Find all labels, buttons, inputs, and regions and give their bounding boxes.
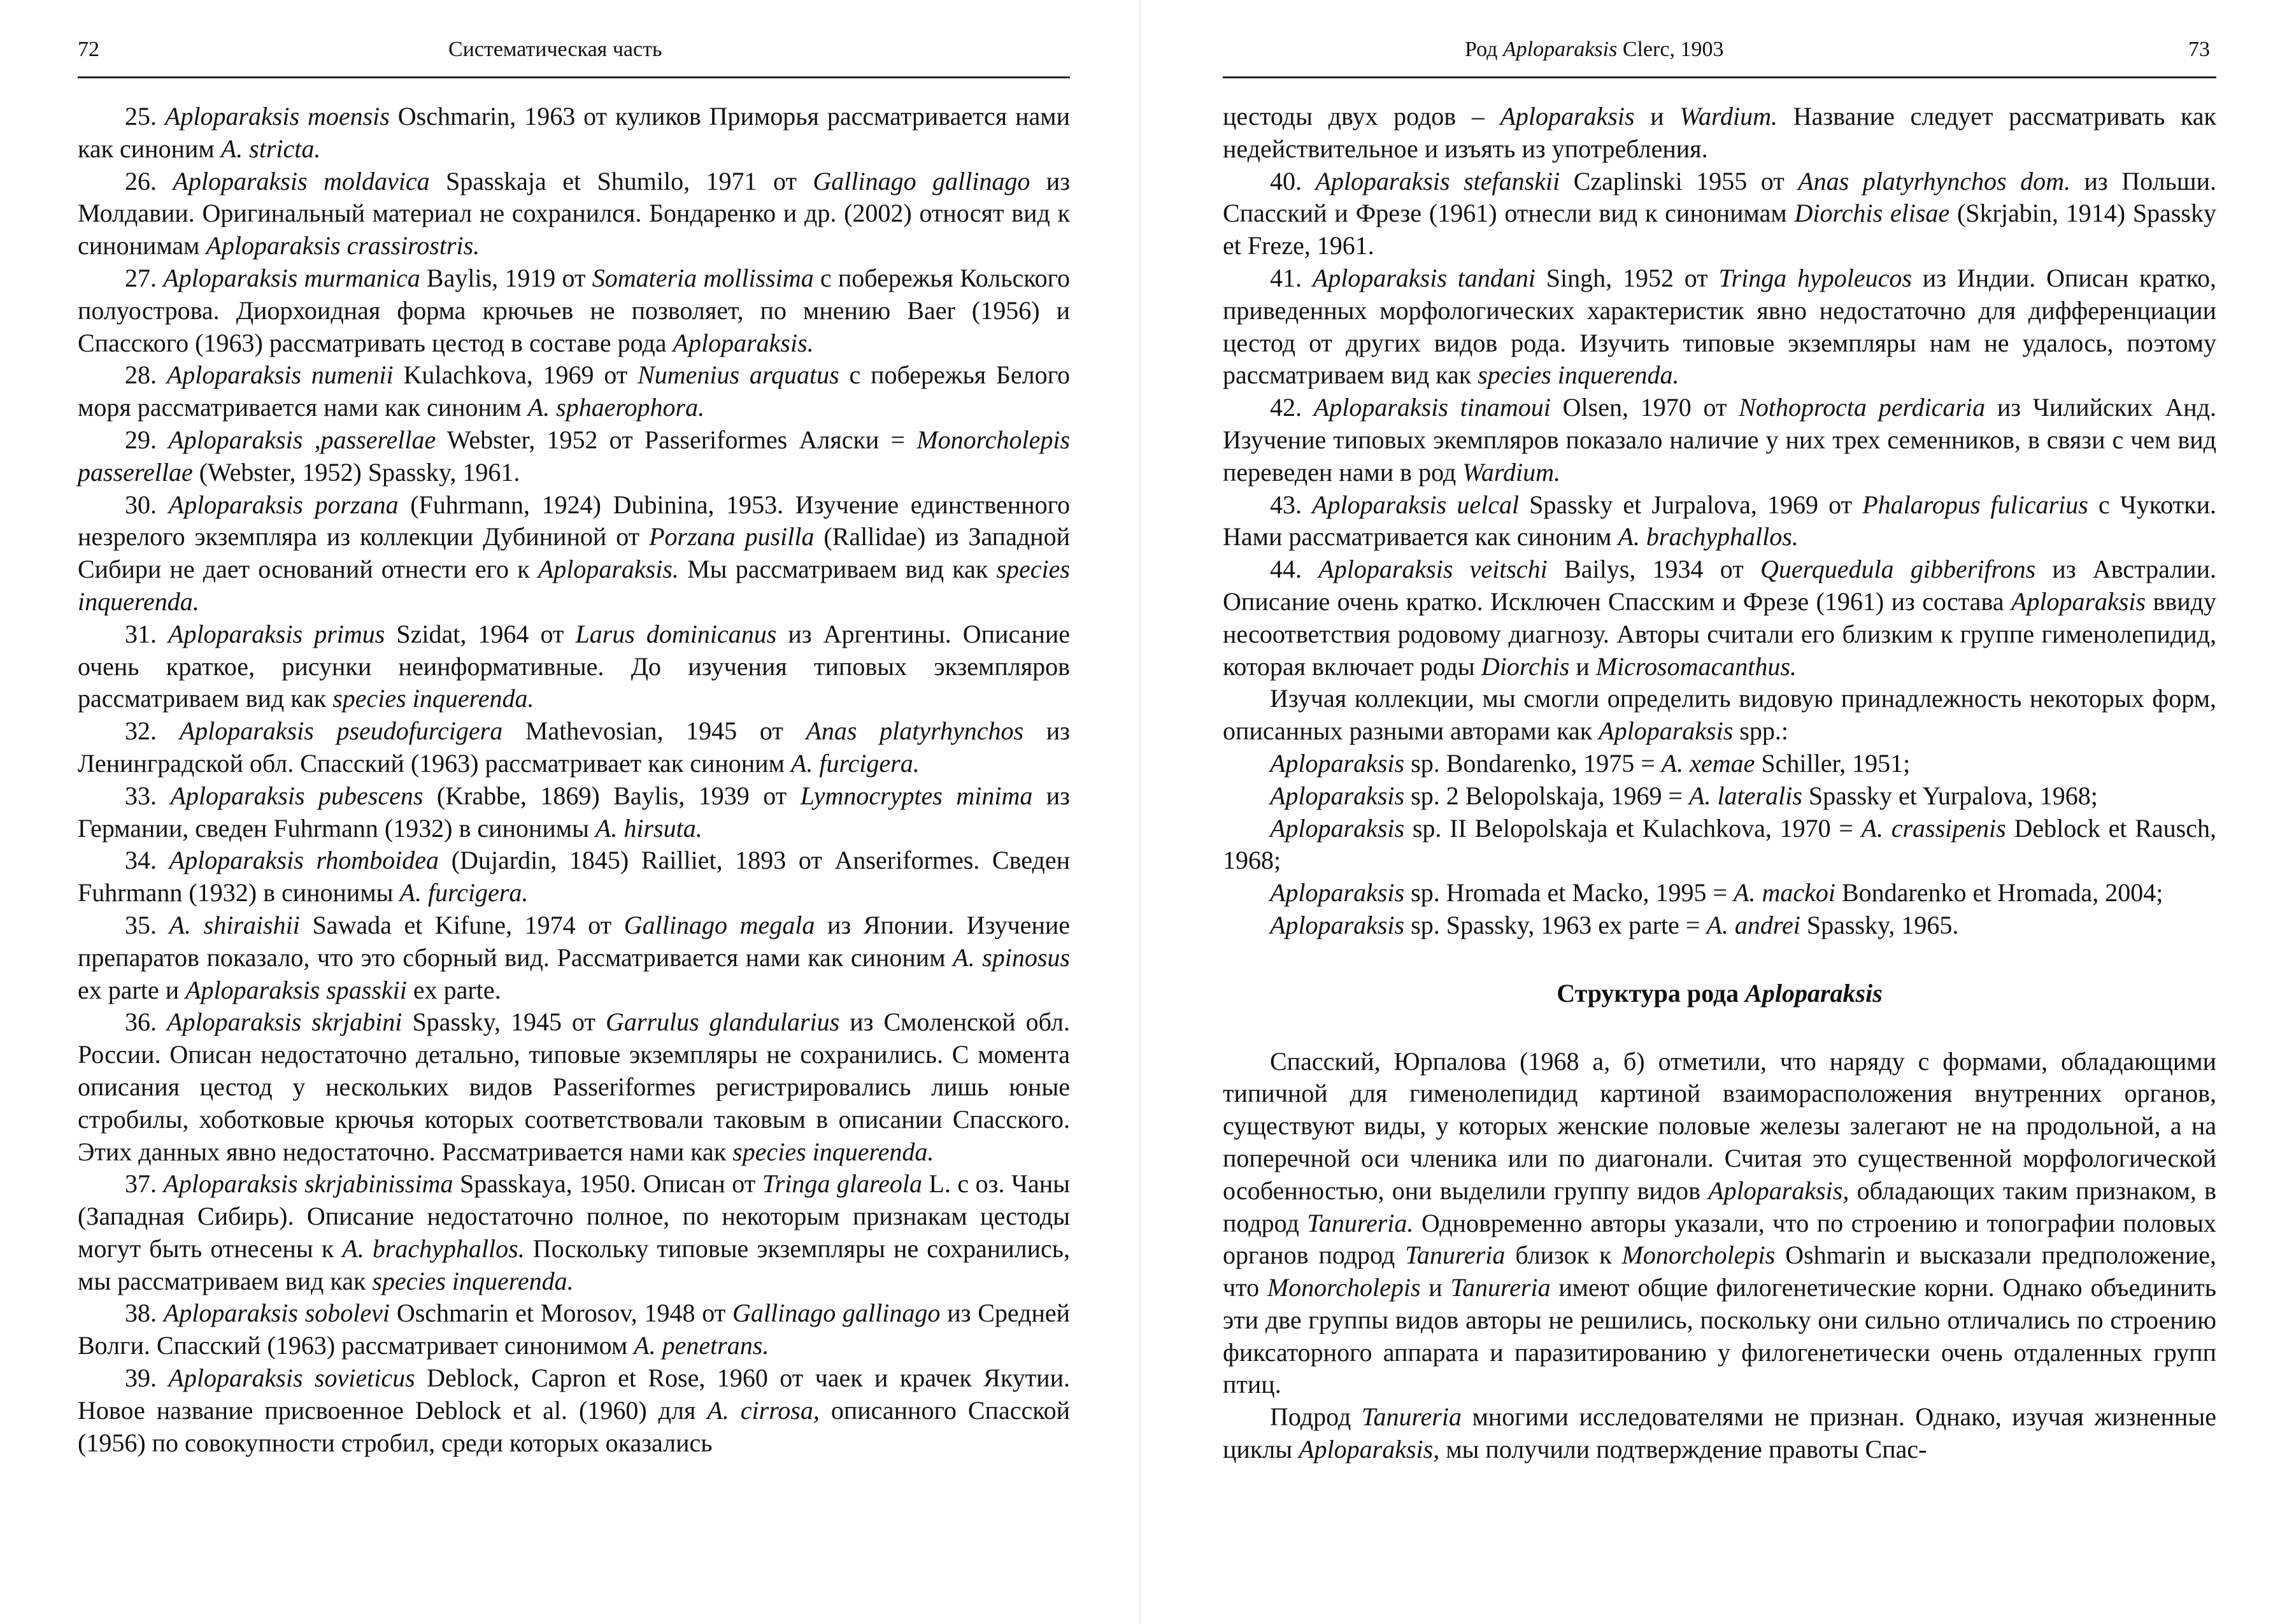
- italic-run: Tringa hypoleucos: [1718, 263, 1912, 292]
- text-run: из Японии. Изучение препаратов показало, что это сборный вид. Рассматривается нами как синоним: [78, 910, 1071, 972]
- right-page-text: [1223, 101, 2216, 1466]
- italic-run: Tanureria: [1405, 1241, 1506, 1270]
- italic-run: A. furcigera.: [399, 878, 529, 908]
- text-run: 44.: [1270, 555, 1319, 584]
- text-run: Sawada et Kifune, 1974 от: [299, 910, 624, 939]
- italic-run: Wardium.: [1679, 102, 1778, 131]
- italic-run: A. furcigera.: [790, 748, 920, 778]
- italic-run: Garrulus glandularius: [606, 1008, 840, 1037]
- text-run: 29.: [125, 425, 169, 454]
- right-page-header: [1223, 37, 2216, 82]
- italic-run: Larus dominicanus: [575, 619, 777, 648]
- italic-run: Aploparaksis: [1270, 748, 1405, 778]
- text-run: 41.: [1270, 263, 1313, 292]
- text-run: Oschmarin et Morosov, 1948 от: [390, 1299, 733, 1328]
- paragraph: [78, 489, 1070, 618]
- paragraph: [1223, 877, 2216, 909]
- italic-run: A. mackoi: [1734, 878, 1835, 908]
- text-run: с Чукотки. Нами рассматривается как синоним: [1223, 490, 2217, 552]
- italic-run: Monorcholepis passerellae: [78, 425, 1071, 487]
- italic-run: Anas platyrhynchos: [806, 716, 1024, 746]
- text-run: Oshmarin и высказали предположение, что: [1223, 1241, 2217, 1302]
- italic-run: Aploparaksis: [1745, 978, 1883, 1008]
- text-run: 35.: [125, 910, 169, 939]
- text-run: (Rallidae) из Западной Сибири не дает оснований отнести его к: [78, 522, 1070, 584]
- text-run: многими исследователями не признан. Однако, изучая жизненные циклы: [1223, 1402, 2216, 1464]
- italic-run: A. penetrans.: [634, 1331, 769, 1360]
- italic-run: Querquedula gibberifrons: [1760, 555, 2036, 584]
- text-run: 32.: [125, 716, 180, 746]
- right-page: [1140, 0, 2280, 1624]
- text-run: Oschmarin, 1963 от куликов Приморья рассматривается нами как синоним: [78, 102, 1071, 163]
- italic-run: Aploparaksis: [1500, 102, 1635, 131]
- text-run: spp.:: [1733, 716, 1788, 746]
- text-run: (Krabbe, 1869) Baylis, 1939 от: [423, 781, 801, 810]
- text-run: Czaplinski 1955 от: [1560, 166, 1799, 196]
- italic-run: A. lateralis: [1689, 781, 1802, 810]
- text-run: 38.: [125, 1299, 164, 1328]
- italic-run: Aploparaksis pseudofurcigera: [179, 716, 503, 746]
- paragraph: [78, 262, 1070, 359]
- text-run: из Индии. Описан кратко, приведенных морфологических характеристик явно недостаточно для дифференциации цестод от других видов рода. Изучить типовые экземпляры нам не удалось, поэтому рассматриваем вид как: [1223, 263, 2217, 390]
- italic-run: species inquerenda.: [732, 1137, 934, 1166]
- italic-run: Aploparaksis tinamoui: [1313, 393, 1551, 422]
- italic-run: Aploparaksis numenii: [166, 360, 394, 390]
- left-page-number: 72: [78, 38, 99, 61]
- text-run: sp. 2 Belopolskaja, 1969 =: [1404, 781, 1690, 810]
- paragraph: [1223, 683, 2216, 748]
- italic-run: Aploparaksis tandani: [1312, 263, 1535, 292]
- italic-run: Aploparaksis: [2011, 587, 2146, 616]
- italic-run: A. brachyphallos.: [342, 1234, 525, 1263]
- italic-run: Aploparaksis spasskii: [185, 975, 407, 1004]
- text-run: Mathevosian, 1945 от: [502, 716, 806, 746]
- text-run: Структура рода: [1557, 978, 1746, 1008]
- text-run: sp. Bondarenko, 1975 =: [1404, 748, 1662, 778]
- text-run: Bailys, 1934 от: [1547, 555, 1760, 584]
- text-run: Bondarenko et Hromada, 2004;: [1835, 878, 2163, 908]
- text-run: Название следует рассматривать как недействительное и изъять из употребления.: [1223, 102, 2216, 163]
- left-page-text: [78, 101, 1070, 1459]
- italic-run: Aploparaksis: [1270, 781, 1405, 810]
- text-run: с побережья Кольского полуострова. Диорхоидная форма крючьев не позволяет, по мнению Baer (1956) и Спасского (1963) рассматривать цестод в составе рода: [78, 263, 1071, 357]
- text-run: близок к: [1505, 1241, 1622, 1270]
- text-run: Род: [1465, 38, 1503, 61]
- italic-run: A. cirrosa,: [707, 1395, 820, 1425]
- right-page-number: 73: [2188, 38, 2210, 61]
- italic-run: Anas platyrhynchos dom.: [1798, 166, 2071, 196]
- text-run: L. с оз. Чаны (Западная Сибирь). Описание недостаточно полное, по некоторым признакам цестоды могут быть отнесены к: [78, 1169, 1070, 1263]
- text-run: Одновременно авторы указали, что по строению и топографии половых органов подрод: [1223, 1208, 2216, 1270]
- paragraph: [78, 1362, 1070, 1459]
- italic-run: Aploparaksis porzana: [168, 490, 399, 519]
- italic-run: Aploparaksis pubescens: [170, 781, 424, 810]
- italic-run: Aploparaksis veitschi: [1318, 555, 1548, 584]
- italic-run: Wardium.: [1462, 457, 1561, 487]
- paragraph: [1223, 780, 2216, 813]
- paragraph: [78, 166, 1070, 262]
- text-run: (Webster, 1952) Spassky, 1961.: [192, 457, 520, 487]
- italic-run: Aploparaksis ,passerellae: [168, 425, 436, 454]
- italic-run: Aploparaksis: [1270, 813, 1405, 843]
- right-running-head: [1465, 37, 1723, 62]
- text-run: обладающих таким признаком, в подрод: [1223, 1176, 2216, 1237]
- italic-run: species inquerenda.: [372, 1266, 574, 1295]
- italic-run: Aploparaksis sovieticus: [168, 1364, 415, 1393]
- italic-run: A. hirsuta.: [595, 813, 702, 843]
- text-run: 42.: [1270, 393, 1314, 422]
- paragraph: [1223, 1401, 2216, 1466]
- italic-run: Aploparaksis crassirostris.: [206, 231, 480, 260]
- italic-run: Aploparaksis skrjabinissima: [163, 1169, 453, 1199]
- left-header-rule: [78, 76, 1070, 78]
- text-run: (Fuhrmann, 1924) Dubinina, 1953. Изучение единственного незрелого экземпляра из коллекции Дубининой от: [78, 490, 1071, 552]
- text-run: Spassky et Jurpalova, 1969 от: [1519, 490, 1863, 519]
- paragraph: [1223, 909, 2216, 942]
- paragraph: [78, 780, 1070, 845]
- text-run: ex parte и: [78, 975, 186, 1004]
- text-run: и: [1634, 102, 1680, 131]
- italic-run: Tanureria: [1450, 1273, 1551, 1302]
- text-run: мы получили подтверждение правоты Спас-: [1439, 1435, 1927, 1464]
- text-run: sp. Spassky, 1963 ex parte =: [1404, 910, 1707, 939]
- italic-run: Monorcholepis: [1621, 1241, 1776, 1270]
- italic-run: Phalaropus fulicarius: [1862, 490, 2088, 519]
- paragraph: [1223, 813, 2216, 878]
- paragraph: [1223, 262, 2216, 392]
- paragraph: [78, 424, 1070, 489]
- text-run: Kulachkova, 1969 от: [393, 360, 638, 390]
- italic-run: Aploparaksis,: [1708, 1176, 1849, 1205]
- paragraph: [1223, 748, 2216, 780]
- italic-run: A. brachyphallos.: [1618, 522, 1799, 552]
- italic-run: Aploparaksis.: [673, 328, 814, 357]
- text-run: из Средней Волги. Спасский (1963) рассматривает синонимом: [78, 1299, 1071, 1360]
- italic-run: Nothoprocta perdicaria: [1739, 393, 1986, 422]
- paragraph: [78, 844, 1070, 909]
- italic-run: Aploparaksis moensis: [164, 102, 390, 131]
- italic-run: Aploparaksis: [1270, 910, 1405, 939]
- text-run: Спасский, Юрпалова (1968 а, б) отметили, что наряду с формами, обладающими типичной для гименолепидид картиной взаиморасположения внутренних органов, существуют виды, у которых женские половые железы залегают не на продольной, а на поперечной оси членика или по диагонали. Считая это существенной морфологической особенностью, они выделили группу видов: [1223, 1046, 2216, 1205]
- italic-run: species inquerenda.: [78, 555, 1070, 616]
- paragraph: [78, 1006, 1070, 1168]
- text-run: Webster, 1952 от Passeriformes Аляски =: [436, 425, 917, 454]
- italic-run: species inquerenda.: [332, 684, 534, 713]
- paragraph: [78, 618, 1070, 715]
- paragraph: [78, 1297, 1070, 1362]
- text-run: Szidat, 1964 от: [385, 619, 576, 648]
- text-run: 39.: [125, 1364, 169, 1393]
- italic-run: Aploparaksis uelcal: [1312, 490, 1520, 519]
- paragraph: [78, 101, 1070, 166]
- italic-run: Aploparaksis moldavica: [173, 166, 430, 196]
- text-run: sp. Hromada et Macko, 1995 =: [1404, 878, 1734, 908]
- section-heading: [1223, 978, 2216, 1010]
- text-run: 34.: [125, 846, 169, 875]
- text-run: из Чилийских Анд. Изучение типовых экемпляров показало наличие у них трех семенников, в связи с чем вид переведен нами в род: [1223, 393, 2217, 487]
- text-run: из Ленинградской обл. Спасский (1963) рассматривает как синоним: [78, 716, 1070, 778]
- text-run: из Молдавии. Оригинальный материал не сохранился. Бондаренко и др. (2002) относят вид к синонимам: [78, 166, 1070, 260]
- italic-run: Diorchis elisae: [1794, 199, 1950, 228]
- text-run: Подрод: [1270, 1402, 1362, 1432]
- italic-run: Monorcholepis: [1267, 1273, 1421, 1302]
- text-run: Spasskaya, 1950. Описан от: [453, 1169, 762, 1199]
- text-run: из Польши. Спасский и Фрезе (1961) отнесли вид к синонимам: [1223, 166, 2216, 228]
- italic-run: Gallinago megala: [623, 910, 815, 939]
- italic-run: Tanureria: [1361, 1402, 1462, 1432]
- italic-run: Lymnocryptes minima: [800, 781, 1033, 810]
- text-run: имеют общие филогенетические корни. Однако объединить эти две группы видов авторы не решились, поскольку они сильно отличались по строению фиксаторного аппарата и паразитированию у филогенетически очень отдаленных групп птиц.: [1223, 1273, 2216, 1399]
- italic-run: Gallinago gallinago: [732, 1299, 941, 1328]
- text-run: из Австралии. Описание очень кратко. Исключен Спасским и Фрезе (1961) из состава: [1223, 555, 2217, 616]
- paragraph: [1223, 392, 2216, 488]
- text-run: (Dujardin, 1845) Railliet, 1893 от Anseriformes. Сведен Fuhrmann (1932) в синонимы: [78, 846, 1070, 908]
- italic-run: Microsomacanthus.: [1595, 652, 1797, 681]
- text-run: Deblock, Capron et Rose, 1960 от чаек и крачек Якутии. Новое название присвоенное Deblock et al. (1960) для: [78, 1364, 1070, 1425]
- italic-run: Somateria mollissima: [592, 263, 814, 292]
- paragraph: [78, 715, 1070, 780]
- italic-run: Tanureria.: [1307, 1208, 1414, 1237]
- text-run: 27.: [125, 263, 164, 292]
- italic-run: Diorchis: [1481, 652, 1570, 681]
- italic-run: Numenius arquatus: [638, 360, 839, 390]
- italic-run: Aploparaksis: [1599, 716, 1734, 746]
- text-run: Deblock et Rausch, 1968;: [1223, 813, 2217, 875]
- paragraph: [1223, 1046, 2216, 1402]
- italic-run: A. stricta.: [220, 134, 321, 163]
- italic-run: A. sphaerophora.: [527, 393, 705, 422]
- text-run: и: [1420, 1273, 1451, 1302]
- italic-run: Aploparaksis: [1502, 38, 1618, 61]
- text-run: описанного Спасской (1956) по совокупности стробил, среди которых оказались: [78, 1395, 1071, 1457]
- italic-run: Aploparaksis: [1270, 878, 1405, 908]
- text-run: (Skrjabin, 1914) Spassky et Freze, 1961.: [1223, 199, 2216, 260]
- text-run: 33.: [125, 781, 171, 810]
- paragraph: [78, 1168, 1070, 1297]
- text-run: с побережья Белого моря рассматривается нами как синоним: [78, 360, 1070, 422]
- italic-run: species inquerenda.: [1478, 360, 1679, 390]
- text-run: Spassky et Yurpalova, 1968;: [1802, 781, 2098, 810]
- right-header-rule: [1223, 76, 2216, 78]
- italic-run: A. xemae: [1661, 748, 1755, 778]
- italic-run: Tringa glareola: [762, 1169, 922, 1199]
- italic-run: Aploparaksis skrjabini: [167, 1008, 403, 1037]
- paragraph: [78, 359, 1070, 424]
- italic-run: A. shiraishii: [169, 910, 300, 939]
- text-run: Поскольку типовые экземпляры не сохранились, мы рассматриваем вид как: [78, 1234, 1070, 1295]
- text-run: 37.: [125, 1169, 164, 1199]
- text-run: Schiller, 1951;: [1755, 748, 1911, 778]
- paragraph: [1223, 553, 2216, 683]
- text-run: Singh, 1952 от: [1535, 263, 1719, 292]
- text-run: Baylis, 1919 от: [420, 263, 592, 292]
- left-running-head: Систематическая часть: [448, 38, 662, 61]
- text-run: 36.: [125, 1008, 167, 1037]
- italic-run: A. crassipenis: [1861, 813, 2006, 843]
- text-run: ex parte.: [406, 975, 501, 1004]
- italic-run: Porzana pusilla: [649, 522, 815, 552]
- text-run: и: [1569, 652, 1596, 681]
- italic-run: Aploparaksis murmanica: [163, 263, 420, 292]
- text-run: цестоды двух родов –: [1223, 102, 1500, 131]
- text-run: 30.: [125, 490, 169, 519]
- paragraph: [78, 909, 1070, 1006]
- text-run: ввиду несоответствия родовому диагнозу. Авторы считали его близким к группе гименолепидид, которая включает роды: [1223, 587, 2216, 681]
- left-page-header: [78, 37, 1070, 82]
- text-run: из Смоленской обл. России. Описан недостаточно детально, типовые экземпляры не сохранились. С момента описания цестод у нескольких видов Passeriformes регистрировались лишь юные стробилы, хоботковые крючья которых соответствовали таковым в описании Спасского. Этих данных явно недостаточно. Рассматривается нами как: [78, 1008, 1070, 1166]
- italic-run: Aploparaksis stefanskii: [1315, 166, 1560, 196]
- text-run: 25.: [125, 102, 165, 131]
- text-run: 40.: [1270, 166, 1316, 196]
- text-run: Spassky, 1945 от: [402, 1008, 606, 1037]
- text-run: Clerc, 1903: [1617, 38, 1724, 61]
- italic-run: Aploparaksis sobolevi: [163, 1299, 390, 1328]
- text-run: Spasskaja et Shumilo, 1971 от: [429, 166, 813, 196]
- text-run: 26.: [125, 166, 173, 196]
- paragraph: [1223, 101, 2216, 166]
- text-run: Spassky, 1965.: [1800, 910, 1959, 939]
- text-run: sp. II Belopolskaja et Kulachkova, 1970 =: [1404, 813, 1862, 843]
- text-run: Изучая коллекции, мы смогли определить видовую принадлежность некоторых форм, описанных разными авторами как: [1223, 684, 2216, 746]
- italic-run: A. andrei: [1706, 910, 1800, 939]
- text-run: Olsen, 1970 от: [1550, 393, 1739, 422]
- text-run: из Германии, сведен Fuhrmann (1932) в синонимы: [78, 781, 1070, 843]
- paragraph: [1223, 166, 2216, 262]
- text-run: из Аргентины. Описание очень краткое, рисунки неинформативные. До изучения типовых экземпляров рассматриваем вид как: [78, 619, 1071, 713]
- text-run: 28.: [125, 360, 167, 390]
- text-run: 43.: [1270, 490, 1313, 519]
- italic-run: Gallinago gallinago: [813, 166, 1030, 196]
- italic-run: Aploparaksis primus: [168, 619, 385, 648]
- paragraph: [1223, 489, 2216, 554]
- text-run: 31.: [125, 619, 169, 648]
- italic-run: Aploparaksis,: [1299, 1435, 1440, 1464]
- italic-run: A. spinosus: [953, 943, 1070, 972]
- italic-run: Aploparaksis.: [538, 555, 679, 584]
- text-run: Мы рассматриваем вид как: [678, 555, 997, 584]
- italic-run: Aploparaksis rhomboidea: [169, 846, 439, 875]
